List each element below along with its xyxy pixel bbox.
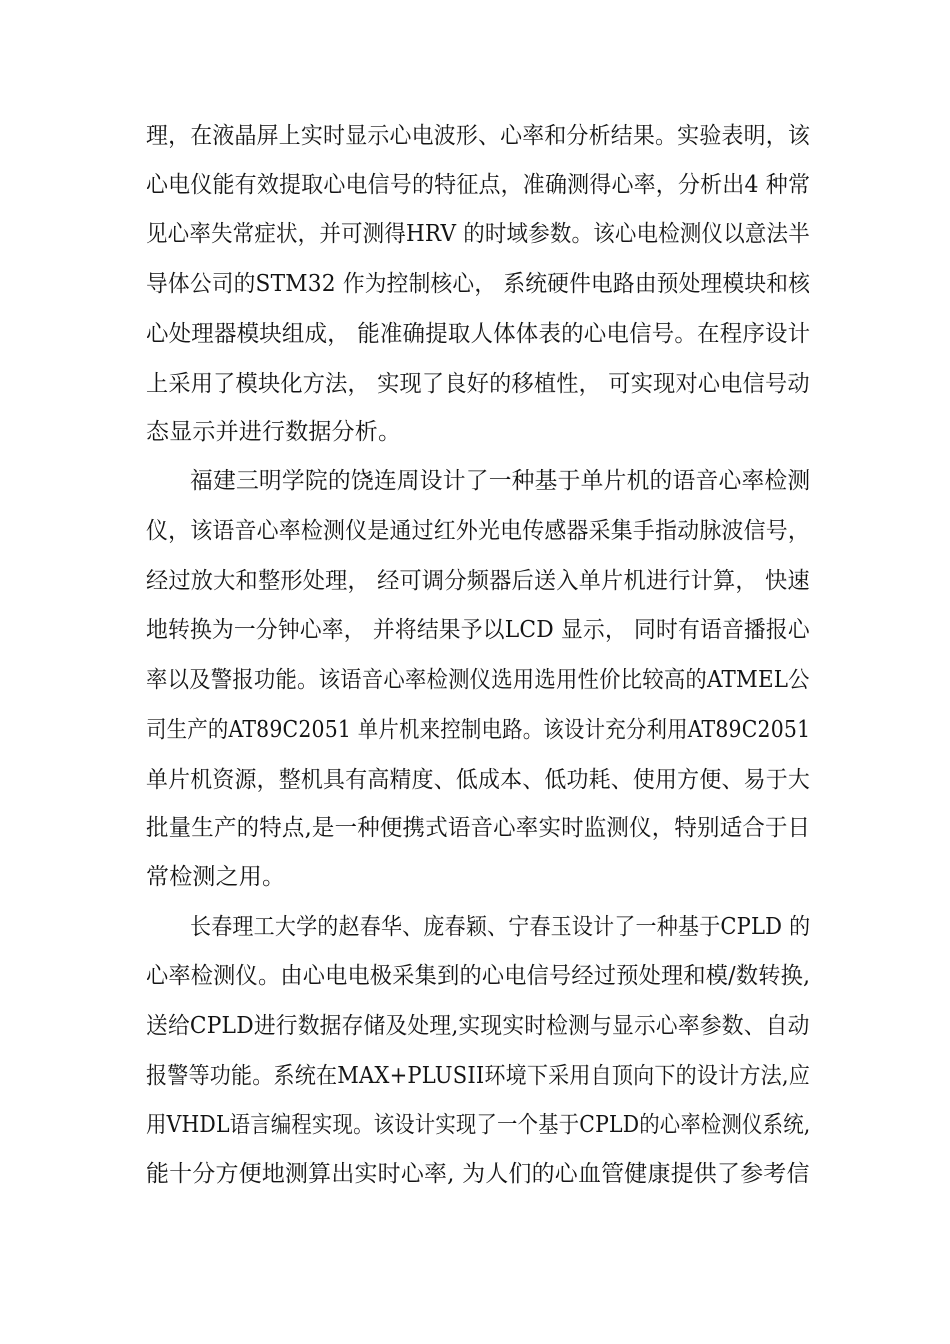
text-line: 态显示并进行数据分析。 xyxy=(146,419,402,445)
text-line: 心电仪能有效提取心电信号的特征点，准确测得心率，分析出4 种常 xyxy=(146,172,811,198)
text-line: 导体公司的STM32 作为控制核心， 系统硬件电路由预处理模块和核 xyxy=(146,271,811,297)
text-line: 司生产的AT89C2051 单片机来控制电路。该设计充分利用AT89C2051 xyxy=(146,717,811,743)
text-line: 见心率失常症状，并可测得HRV 的时域参数。该心电检测仪以意法半 xyxy=(146,221,810,247)
text-line: 心率检测仪。由心电电极采集到的心电信号经过预处理和模/数转换, xyxy=(146,963,811,989)
text-line: 用VHDL语言编程实现。该设计实现了一个基于CPLD的心率检测仪系统, xyxy=(146,1112,811,1138)
text-line: 报警等功能。系统在MAX+PLUSII环境下采用自顶向下的设计方法,应 xyxy=(146,1063,810,1089)
text-line: 单片机资源，整机具有高精度、低成本、低功耗、使用方便、易于大 xyxy=(146,767,810,793)
text-line: 送给CPLD进行数据存储及处理,实现实时检测与显示心率参数、自动 xyxy=(146,1013,810,1039)
paragraph-first-line: 福建三明学院的饶连周设计了一种基于单片机的语音心率检测 xyxy=(190,468,811,494)
text-line: 批量生产的特点,是一种便携式语音心率实时监测仪，特别适合于日 xyxy=(146,815,811,841)
text-line: 率以及警报功能。该语音心率检测仪选用选用性价比较高的ATMEL公 xyxy=(146,667,810,693)
text-line: 心处理器模块组成， 能准确提取人体体表的心电信号。在程序设计 xyxy=(146,321,811,347)
text-line: 能十分方便地测算出实时心率, 为人们的心血管健康提供了参考信 xyxy=(146,1161,810,1187)
text-line: 理，在液晶屏上实时显示心电波形、心率和分析结果。实验表明，该 xyxy=(146,123,810,149)
text-line: 常检测之用。 xyxy=(146,864,286,890)
text-line: 地转换为一分钟心率， 并将结果予以LCD 显示， 同时有语音播报心 xyxy=(146,617,810,643)
paragraph-first-line: 长春理工大学的赵春华、庞春颖、宁春玉设计了一种基于CPLD 的 xyxy=(190,914,811,940)
text-line: 仪，该语音心率检测仪是通过红外光电传感器采集手指动脉波信号， xyxy=(146,518,810,544)
text-line: 上采用了模块化方法， 实现了良好的移植性， 可实现对心电信号动 xyxy=(146,371,810,397)
text-line: 经过放大和整形处理， 经可调分频器后送入单片机进行计算， 快速 xyxy=(146,568,810,594)
